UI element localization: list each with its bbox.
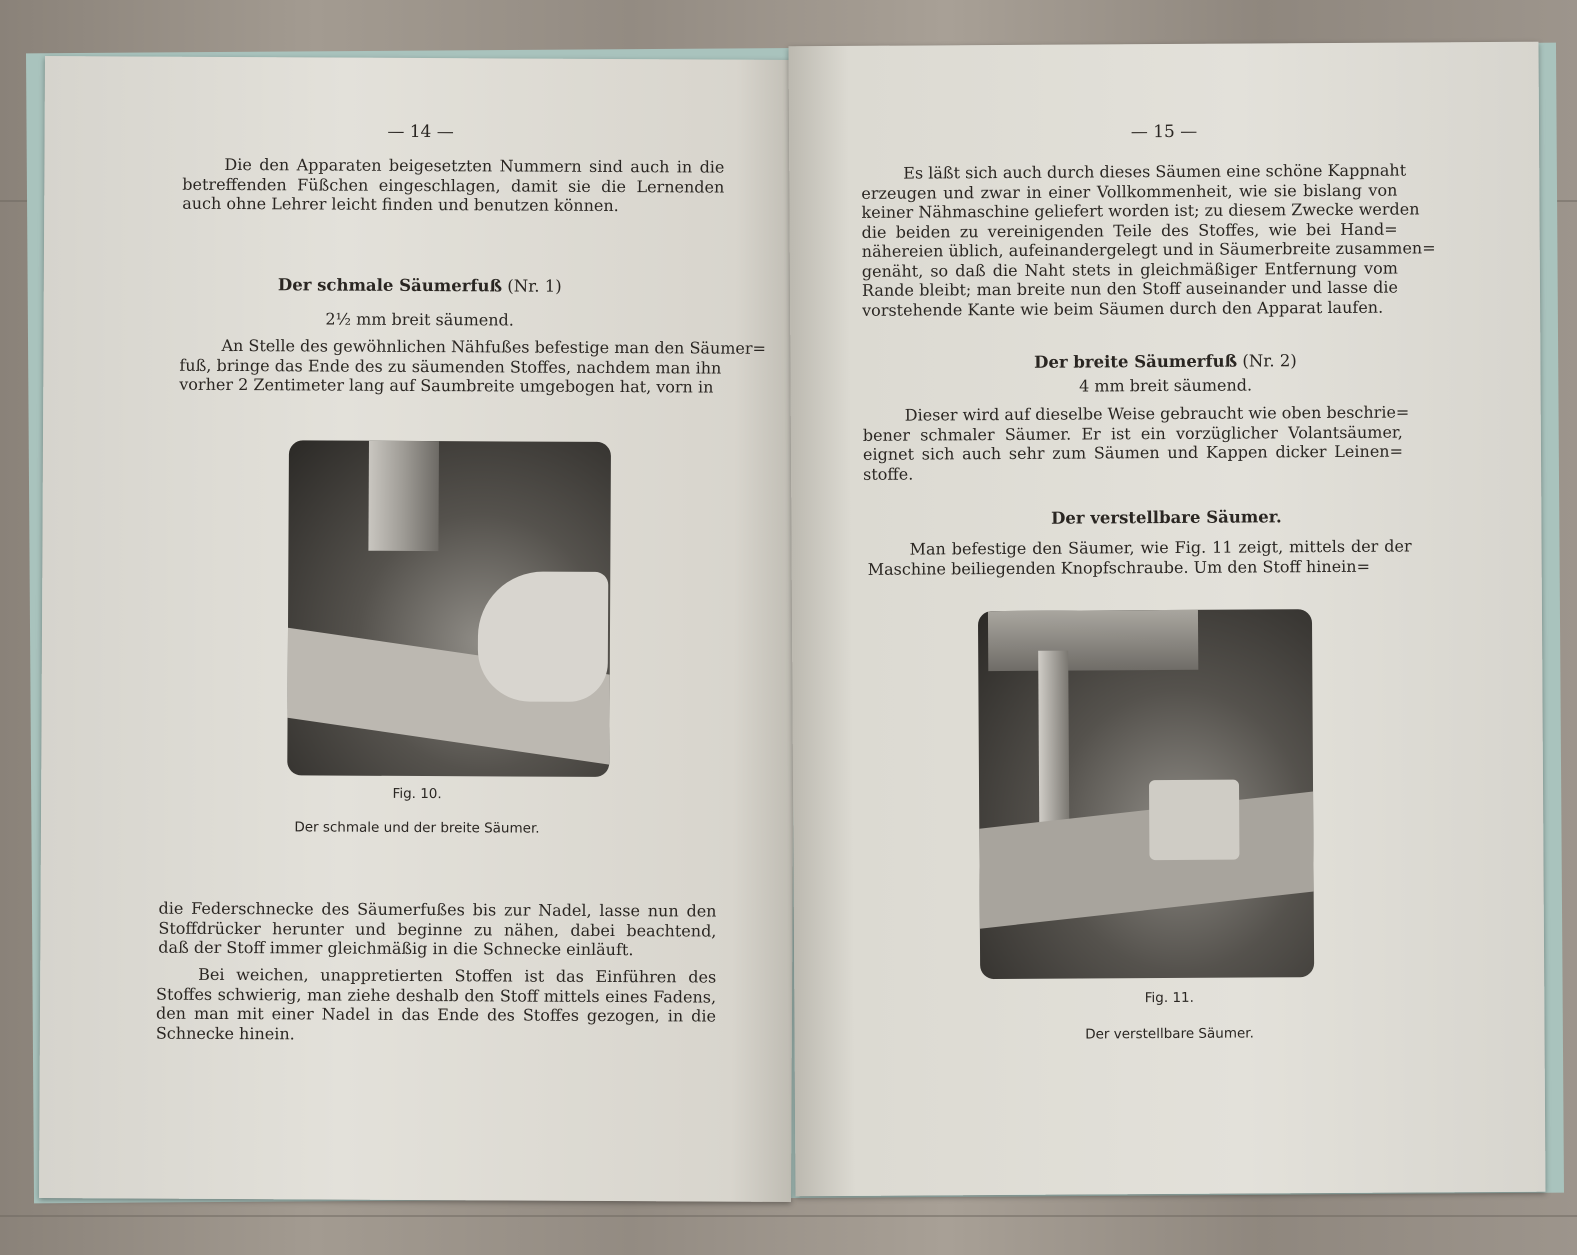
subheading: 4 mm breit säumend. <box>1079 375 1253 396</box>
text-line: Man befestige den Säumer, wie Fig. 11 zeigt, mittels der der <box>909 536 1412 559</box>
left-page <box>39 56 797 1202</box>
paragraph <box>158 899 716 960</box>
figure-caption: Der schmale und der breite Säumer. <box>294 819 540 837</box>
figure-label: Fig. 10. <box>392 785 442 803</box>
paragraph <box>179 335 767 397</box>
right-page <box>788 42 1545 1197</box>
page-number: — 14 — <box>387 121 454 143</box>
paragraph <box>862 402 1410 484</box>
figure-label: Fig. 11. <box>1144 989 1194 1007</box>
text-line: Stoffdrücker herunter und beginne zu nähen, dabei beachtend, <box>158 918 717 941</box>
paragraph <box>861 160 1436 320</box>
heading-title: Der schmale Säumerfuß <box>277 275 503 296</box>
text-line: stoffe. <box>863 464 914 484</box>
text-line: auch ohne Lehrer leicht finden und benutzen können. <box>182 193 619 216</box>
text-line: den man mit einer Nadel in das Ende des Stoffes gezogen, in die <box>155 1003 717 1026</box>
text-line: betreffenden Füßchen eingeschlagen, damit sie die Lernenden <box>182 174 725 197</box>
heading-number: (Nr. 1) <box>507 276 562 296</box>
figure-11-image <box>978 609 1314 979</box>
section-heading: Der verstellbare Säumer. <box>1051 507 1282 528</box>
text-line: vorher 2 Zentimeter lang auf Saumbreite umgebogen hat, vorn in <box>179 374 714 397</box>
text-line: Maschine beiliegenden Knopfschraube. Um den Stoff hinein= <box>867 556 1371 579</box>
text-line: genäht, so daß die Naht stets in gleichmäßiger Entfernung vom <box>861 258 1398 281</box>
text-line: Schnecke hinein. <box>155 1023 295 1043</box>
text-line: fuß, bringe das Ende des zu säumenden Stoffes, nachdem man ihn <box>179 355 722 378</box>
text-line: keiner Nähmaschine geliefert worden ist; zu diesem Zwecke werden <box>861 199 1420 222</box>
text-line: Dieser wird auf dieselbe Weise gebraucht wie oben beschrie= <box>904 402 1410 425</box>
text-line: bener schmaler Säumer. Er ist ein vorzüglicher Volantsäumer, <box>862 422 1403 445</box>
subheading: 2½ mm breit säumend. <box>325 309 514 330</box>
paragraph <box>868 537 1412 579</box>
text-line: die Federschnecke des Säumerfußes bis zur Nadel, lasse nun den <box>158 898 717 921</box>
text-line: Es läßt sich auch durch dieses Säumen eine schöne Kappnaht <box>903 160 1407 183</box>
text-line: Stoffes schwierig, man ziehe deshalb den Stoff mittels eines Fadens, <box>156 984 717 1007</box>
text-line: erzeugen und zwar in einer Vollkommenheit, wie sie bislang von <box>861 180 1398 203</box>
text-line: Die den Apparaten beigesetzten Nummern sind auch in die <box>224 154 725 177</box>
text-line: daß der Stoff immer gleichmäßig in die Schnecke einläuft. <box>158 937 634 960</box>
heading-number: (Nr. 2) <box>1242 351 1297 371</box>
text-line: Bei weichen, unappretierten Stoffen ist das Einführen des <box>198 964 717 987</box>
section-heading <box>790 350 1540 374</box>
text-line: vorstehende Kante wie beim Säumen durch den Apparat laufen. <box>862 297 1384 320</box>
text-line: eignet sich auch sehr zum Säumen und Kappen dicker Leinen= <box>862 441 1404 464</box>
intro-paragraph <box>182 155 724 216</box>
heading-title: Der breite Säumerfuß <box>1034 351 1238 372</box>
page-number: — 15 — <box>1130 121 1198 143</box>
text-line: Rande bleibt; man breite nun den Stoff auseinander und lasse die <box>861 277 1399 300</box>
text-line: nähereien üblich, aufeinandergelegt und in Säumerbreite zusammen= <box>861 238 1436 261</box>
figure-caption: Der verstellbare Säumer. <box>1085 1025 1254 1043</box>
figure-10-image <box>287 440 611 777</box>
text-line: An Stelle des gewöhnlichen Nähfußes befestige man den Säumer= <box>221 335 767 358</box>
paragraph <box>156 965 716 1046</box>
section-heading <box>44 274 796 297</box>
text-line: die beiden zu vereinigenden Teile des Stoffes, wie bei Hand= <box>861 219 1398 242</box>
